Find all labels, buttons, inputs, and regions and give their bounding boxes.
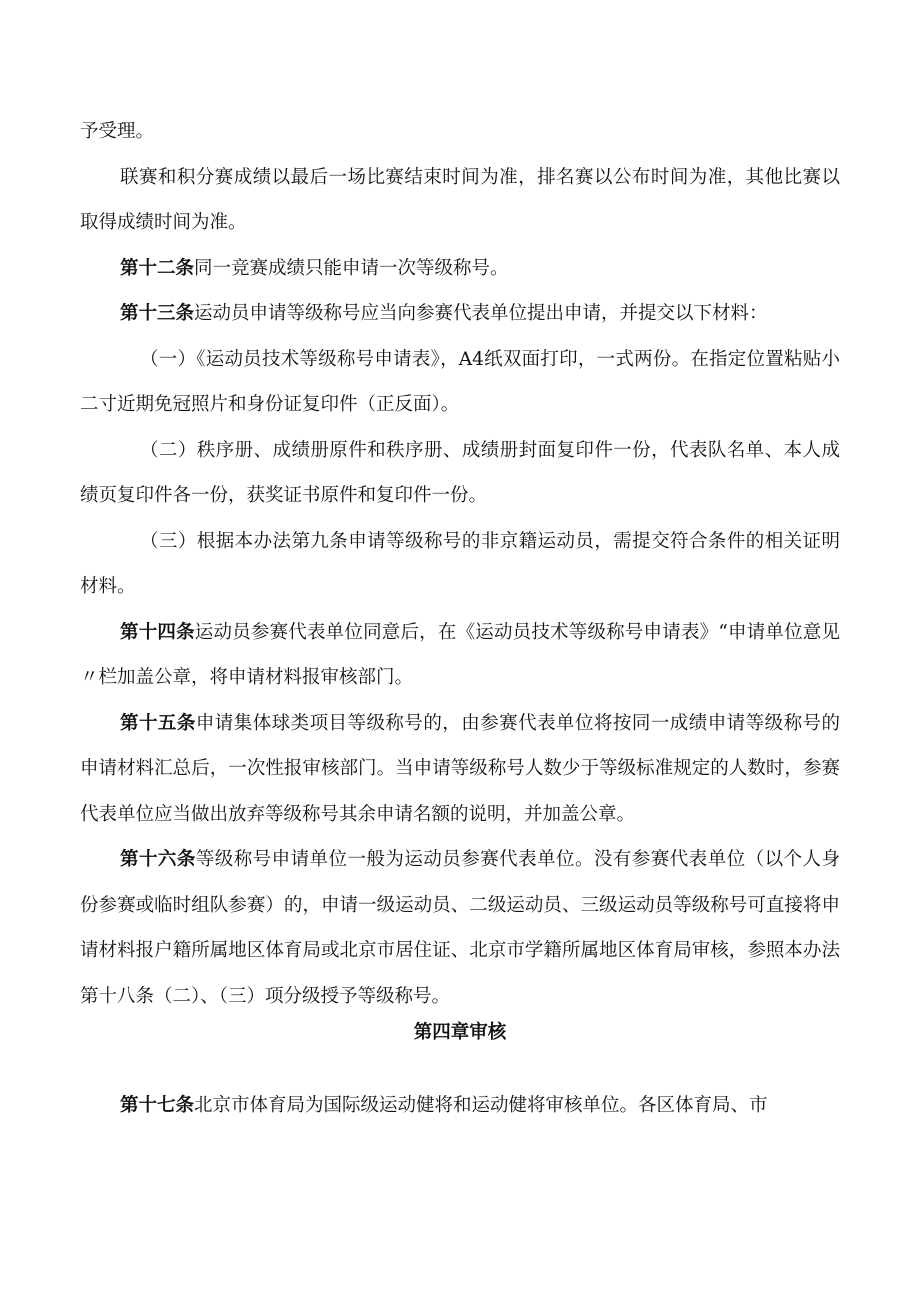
article-number: 第十五条 <box>120 712 196 734</box>
article-17: 第十七条北京市体育局为国际级运动健将和运动健将审核单位。各区体育局、市 <box>120 1095 768 1116</box>
paragraph-results-timing: 联赛和积分赛成绩以最后一场比赛结束时间为准，排名赛以公布时间为准，其他比赛以取得成绩时间为准。 <box>80 166 840 233</box>
document-page <box>80 109 840 1129</box>
item-2: （二）秩序册、成绩册原件和秩序册、成绩册封面复印件一份，代表队名单、本人成绩页复印件各一份，获奖证书原件和复印件一份。 <box>80 439 840 506</box>
article-13: 第十三条运动员申请等级称号应当向参赛代表单位提出申请，并提交以下材料： <box>120 303 768 324</box>
article-14: 第十四条运动员参赛代表单位同意后，在《运动员技术等级称号申请表》“申请单位意见〃栏加盖公章，将申请材料报审核部门。 <box>80 621 840 688</box>
paragraph-continuation: 予受理。 <box>80 121 155 142</box>
article-number: 第十六条 <box>120 849 196 870</box>
article-number: 第十七条 <box>120 1095 195 1116</box>
article-number: 第十二条 <box>120 257 195 279</box>
chapter-title: 第四章审核 <box>413 1022 507 1043</box>
item-3: （三）根据本办法第九条申请等级称号的非京籍运动员，需提交符合条件的相关证明材料。 <box>80 530 840 597</box>
article-12: 第十二条同一竞赛成绩只能申请一次等级称号。 <box>120 257 509 279</box>
article-number: 第十四条 <box>120 621 195 643</box>
article-number: 第十三条 <box>120 303 195 324</box>
item-1: （一）《运动员技术等级称号申请表》，A4纸双面打印，一式两份。在指定位置粘贴小二寸近期免冠照片和身份证复印件（正反面）。 <box>80 348 840 415</box>
article-16: 第十六条等级称号申请单位一般为运动员参赛代表单位。没有参赛代表单位（以个人身份参赛或临时组队参赛）的，申请一级运动员、二级运动员、三级运动员等级称号可直接将申请材料报户籍所属地区体育局或北京市居住证、北京市学籍所属地区体育局审核，参照本办法第十八条（二）、（三）项分级授予等级称号。 <box>80 849 840 1007</box>
article-15: 第十五条申请集体球类项目等级称号的，由参赛代表单位将按同一成绩申请等级称号的申请材料汇总后，一次性报审核部门。当申请等级称号人数少于等级标准规定的人数时，参赛代表单位应当做出放弃等级称号其余申请名额的说明，并加盖公章。 <box>80 712 840 825</box>
